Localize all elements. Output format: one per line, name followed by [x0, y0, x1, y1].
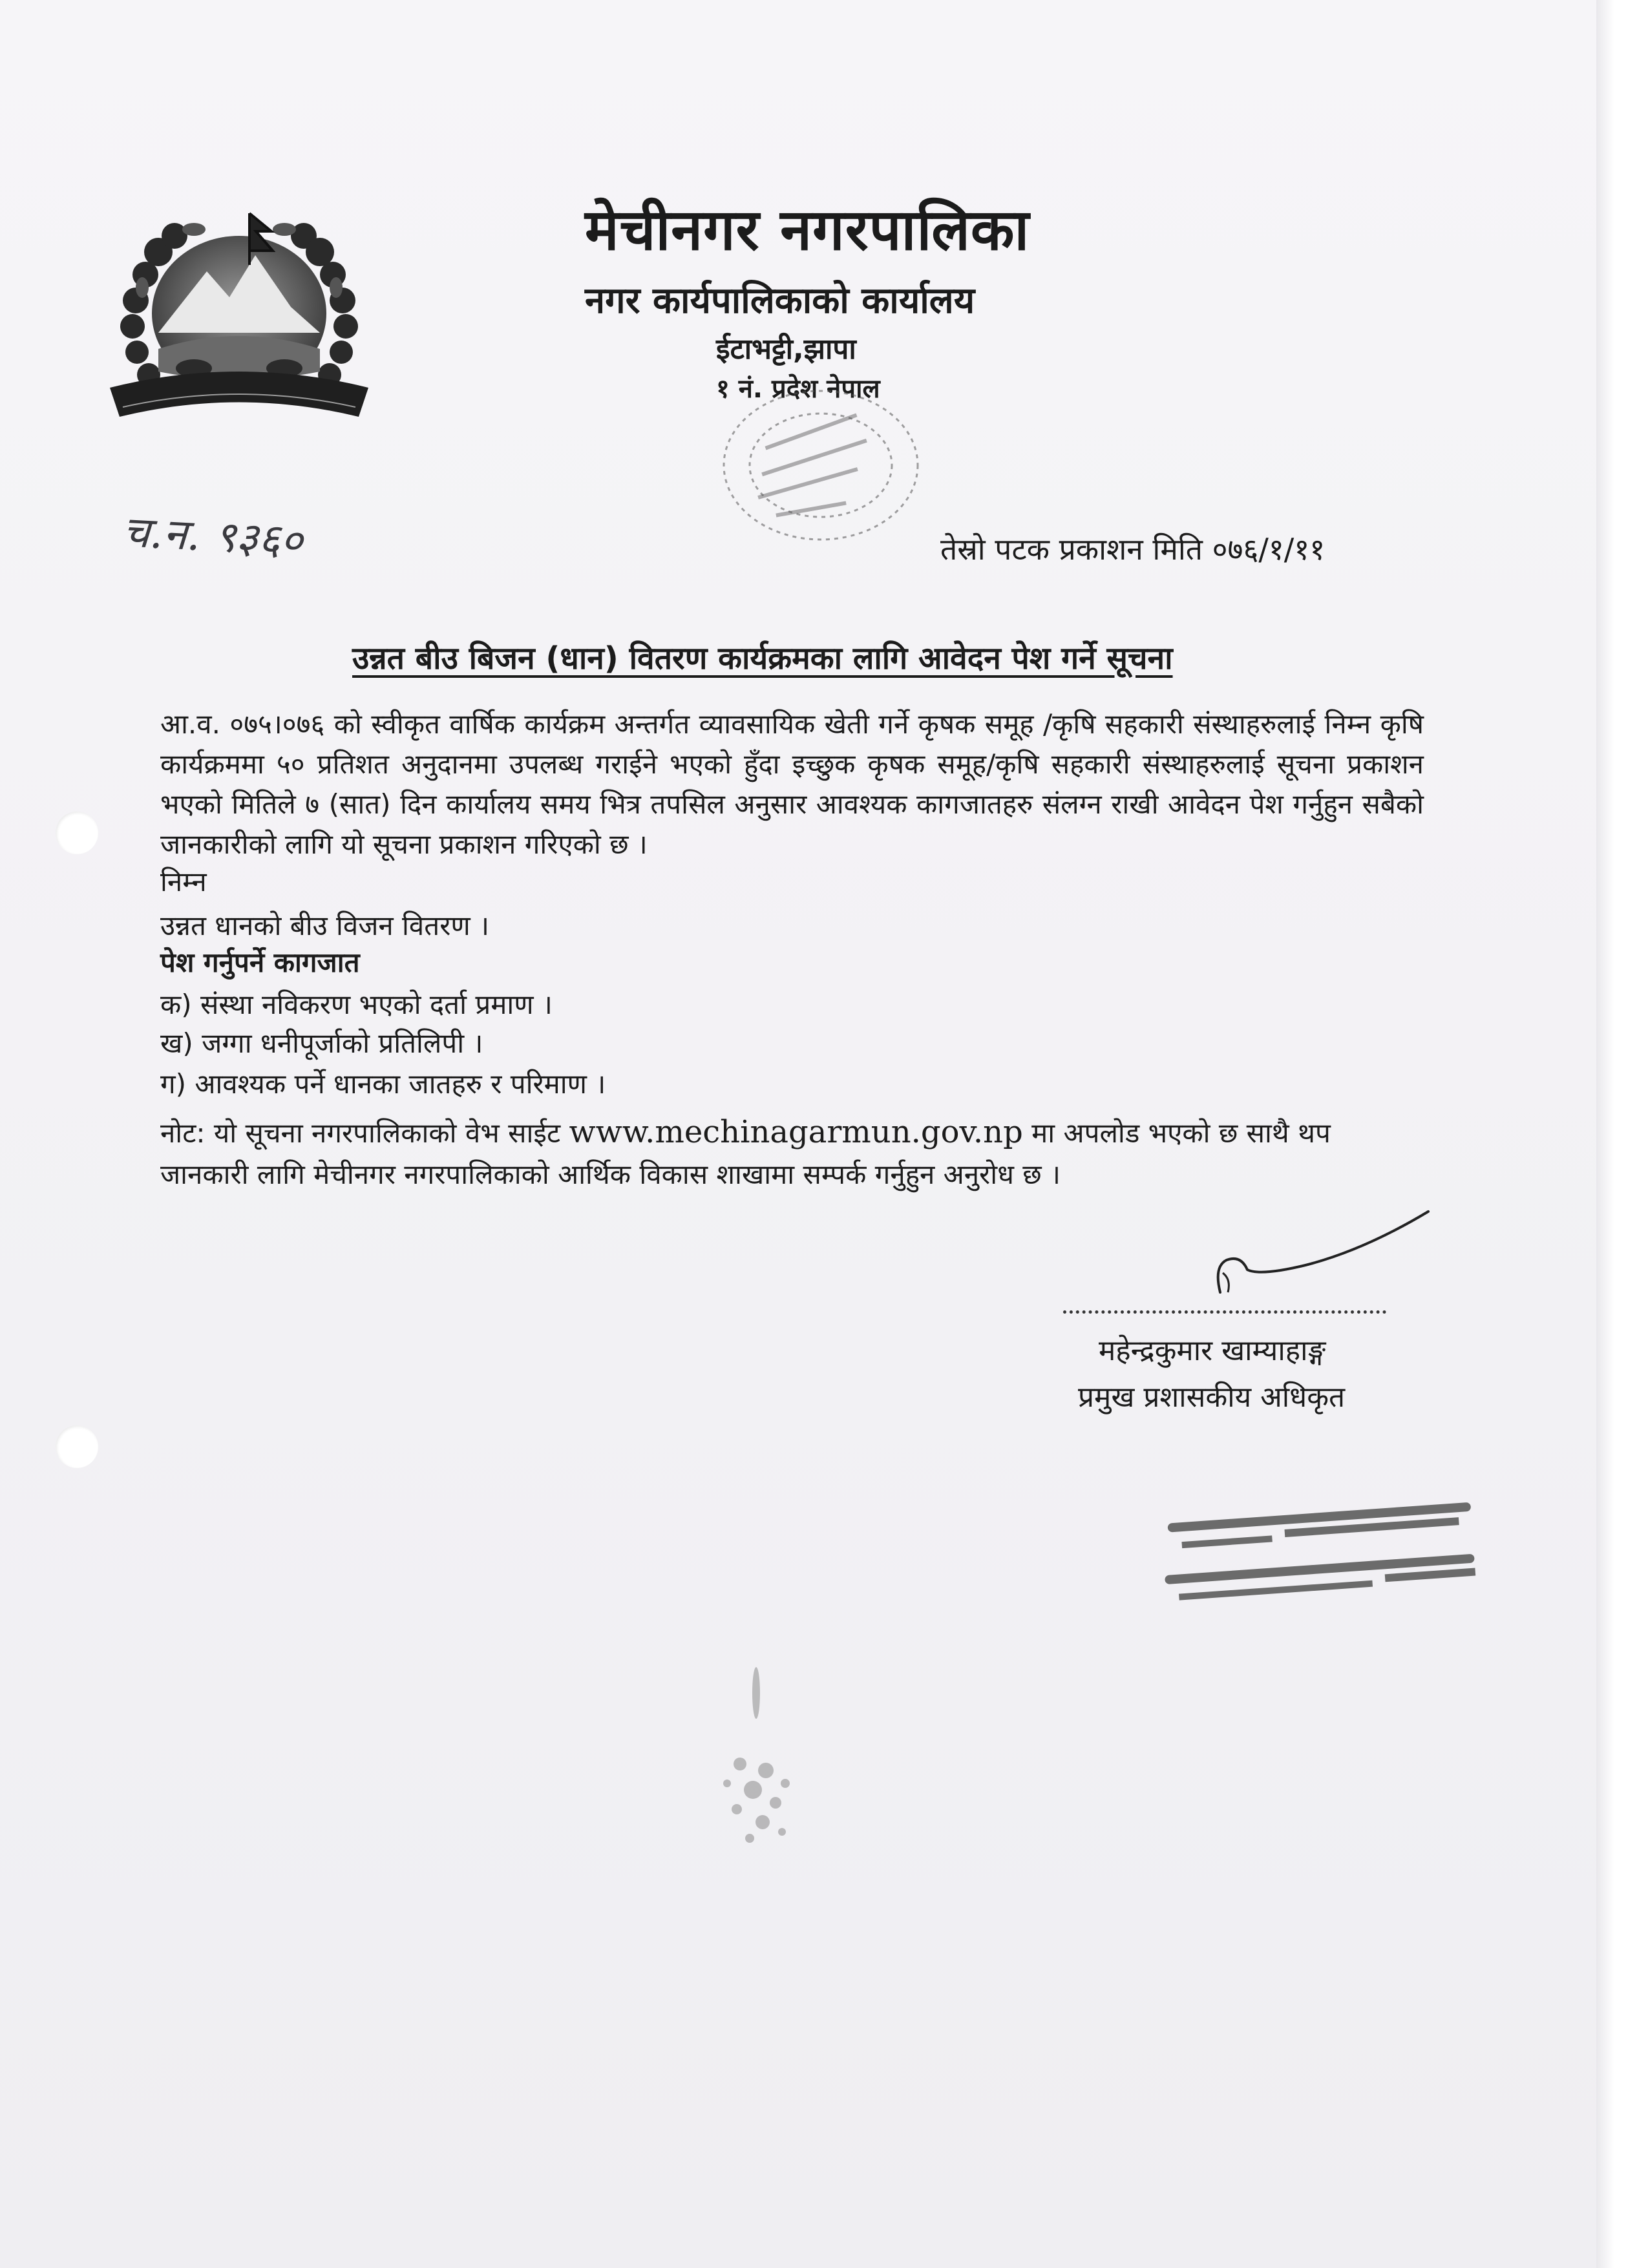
office-name: नगर कार्यपालिकाको कार्यालय — [585, 280, 975, 322]
notice-heading: उन्नत बीउ बिजन (धान) वितरण कार्यक्रमका लागि आवेदन पेश गर्ने सूचना — [352, 640, 1173, 677]
note-suffix: मा अपलोड भएको छ साथै थप जानकारी लागि मेचीनगर नगरपालिकाको आर्थिक विकास शाखामा सम्पर्क गर्नुहुन अनुरोध छ । — [160, 1117, 1331, 1190]
office-place: ईटाभट्टी,झापा — [716, 333, 856, 366]
document-item: क) संस्था नविकरण भएको दर्ता प्रमाण । — [160, 989, 553, 1020]
document-item: ग) आवश्यक पर्ने धानका जातहरु र परिमाण । — [160, 1068, 606, 1100]
page-edge — [1596, 0, 1648, 2268]
nepal-emblem-icon — [97, 194, 381, 452]
handwritten-signature — [1202, 1195, 1435, 1305]
notice-paragraph: आ.व. ०७५।०७६ को स्वीकृत वार्षिक कार्यक्रम अन्तर्गत व्यावसायिक खेती गर्ने कृषक समूह /कृषि सहकारी संस्थाहरुलाई निम्न कृषि कार्यक्रममा ५० प्रतिशत अनुदानमा उपलब्ध गराईने भएको हुँदा इच्छुक कृषक समूह/कृषि सहकारी संस्थाहरुलाई सूचना प्रकाशन भएको मितिले ७ (सात) दिन कार्यालय समय भित्र तपसिल अनुसार आवश्यक कागजातहरु संलग्न राखी आवेदन पेश गर्नुहुन सबैको जानकारीको लागि यो सूचना प्रकाशन गरिएको छ । — [160, 708, 1424, 860]
nimna-label: निम्न — [160, 866, 207, 898]
office-seal-stamp — [704, 378, 937, 552]
documents-heading: पेश गर्नुपर्ने कागजात — [160, 947, 360, 978]
document-item: ख) जग्गा धनीपूर्जाको प्रतिलिपी । — [160, 1027, 483, 1059]
ink-smudge — [701, 1654, 811, 1854]
signature-line — [1063, 1310, 1386, 1314]
signatory-title: प्रमुख प्रशासकीय अधिकृत — [1078, 1381, 1346, 1414]
office-address: १ नं. प्रदेश नेपाल — [716, 374, 880, 404]
note-prefix: नोट: यो सूचना नगरपालिकाको वेभ साईट — [160, 1117, 561, 1149]
program-item: उन्नत धानको बीउ विजन वितरण । — [160, 910, 490, 941]
punch-hole-bottom — [56, 1425, 98, 1468]
reference-number: च.न. ९३६० — [121, 507, 304, 566]
website-url: www.mechinagarmun.gov.np — [569, 1114, 1023, 1150]
municipality-name: मेचीनगर नगरपालिका — [585, 196, 1030, 263]
publish-date: तेस्रो पटक प्रकाशन मिति ०७६/१/११ — [940, 532, 1326, 567]
name-stamp — [1163, 1486, 1499, 1615]
punch-hole-top — [56, 812, 98, 854]
note-paragraph — [160, 1111, 1424, 1195]
signatory-name: महेन्द्रकुमार खाम्याहाङ्ग — [1099, 1334, 1326, 1367]
